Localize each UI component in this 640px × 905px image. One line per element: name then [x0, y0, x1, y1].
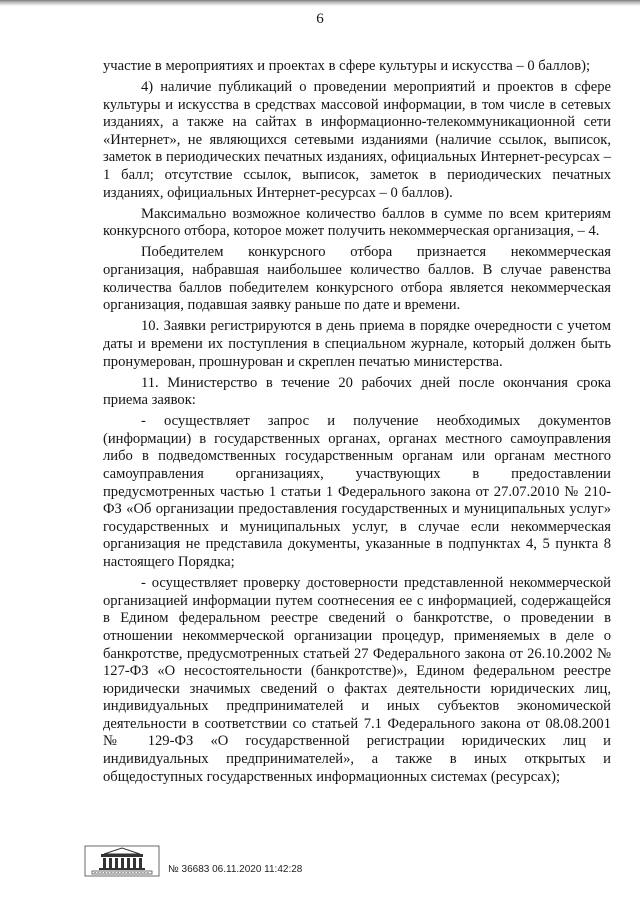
paragraph-5: 10. Заявки регистрируются в день приема в порядке очередности с учетом даты и времени их поступления в специальном журнале, который должен быть пронумерован, прошнурован и скреплен печатью министерства.: [103, 318, 611, 370]
paragraph-7: - осуществляет запрос и получение необходимых документов (информации) в государственных органах, органах местного самоуправления либо в подведомственных государственным органам или органам местного самоуправления организациях, участвующих в предоставлении предусмотренных частью 1 статьи 1 Федерального закона от 27.07.2010 № 210-ФЗ «Об организации предоставления государственных и муниципальных услуг» государственных и муниципальных услуг, в случае если некоммерческая организация не представила документы, указанные в подпунктах 4, 5 пункта 8 настоящего Порядка;: [103, 413, 611, 571]
paragraph-3: Максимально возможное количество баллов в сумме по всем критериям конкурсного отбора, которое может получить некоммерческая организация, – 4.: [103, 205, 611, 240]
paragraph-1: участие в мероприятиях и проектах в сфере культуры и искусства – 0 баллов);: [103, 58, 590, 74]
government-building-seal-icon: [84, 845, 160, 877]
paragraph-8: - осуществляет проверку достоверности представленной некоммерческой организацией информации путем соотнесения ее с информацией, содержащейся в Едином федеральном реестре сведений о банкротстве, о проведении в отношении некоммерческой организации процедур, применяемых в деле о банкротстве, предусмотренных статьей 27 Федерального закона от 26.10.2002 № 127-ФЗ «О несостоятельности (банкротстве)», Едином федеральном реестре юридически значимых сведений о фактах деятельности юридических лиц, индивидуальных предпринимателей и иных субъектов экономической деятельности в соответствии со статьей 7.1 Федерального закона от 08.08.2001 № 129-ФЗ «О государственной регистрации юридических лиц и индивидуальных предпринимателей», а также в иных открытых и общедоступных государственных информационных системах (ресурсах);: [103, 575, 611, 785]
document-body: [103, 58, 611, 790]
document-footer: [84, 845, 384, 885]
page-number: 6: [316, 11, 324, 27]
paragraph-6: 11. Министерство в течение 20 рабочих дней после окончания срока приема заявок:: [103, 374, 611, 409]
scan-edge: [0, 0, 640, 6]
paragraph-4: Победителем конкурсного отбора признается некоммерческая организация, набравшая наибольшее количество баллов. В случае равенства количества баллов победителем конкурсного отбора является некоммерческая организация, подавшая заявку раньше по дате и времени.: [103, 244, 611, 314]
paragraph-2: 4) наличие публикаций о проведении мероприятий и проектов в сфере культуры и искусства в средствах массовой информации, в том числе в сетевых изданиях, а также на сайтах в информационно-телекоммуникационной сети «Интернет», не являющихся сетевыми изданиями (наличие ссылок, выписок, заметок в периодических печатных изданиях, официальных Интернет-ресурсах – 1 балл; отсутствие ссылок, выписок, заметок в периодических печатных изданиях, официальных Интернет-ресурсах – 0 баллов).: [103, 79, 611, 201]
document-registration-stamp: № 36683 06.11.2020 11:42:28: [168, 864, 303, 875]
